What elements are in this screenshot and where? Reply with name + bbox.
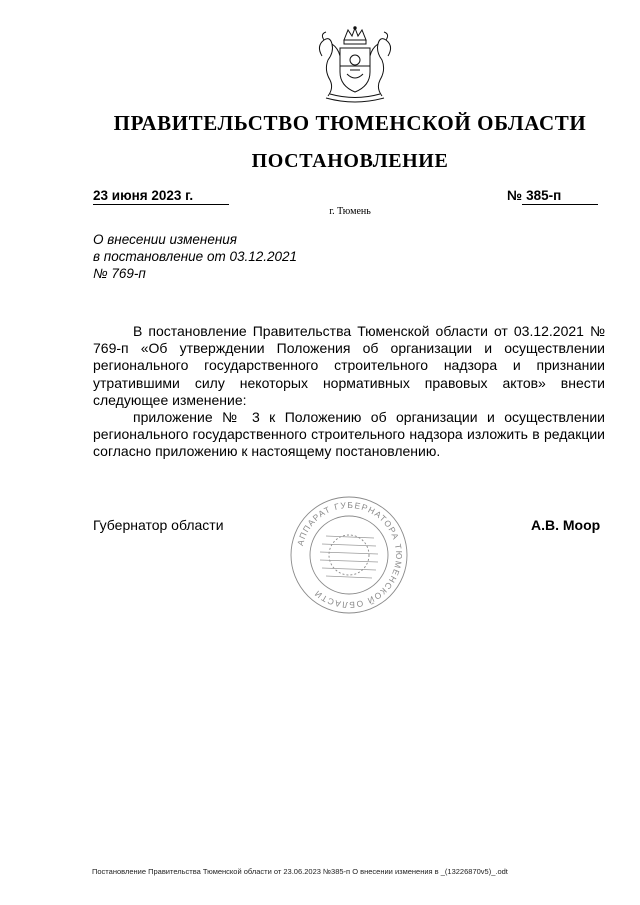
subject-line: № 769-п xyxy=(93,266,146,281)
number-value: 385-п xyxy=(522,188,598,205)
subject-line: О внесении изменения xyxy=(93,232,238,247)
document-body xyxy=(93,323,605,461)
body-paragraph: приложение № 3 к Положению об организации и осуществлении регионального государственного строительного надзора изложить в редакции согласно приложению к настоящему постановлению. xyxy=(93,409,605,460)
number-sign: № xyxy=(507,188,523,203)
document-number xyxy=(507,188,604,205)
document-footer: Постановление Правительства Тюменской области от 23.06.2023 №385-п О внесении изменения в _(13226870v5)_.odt xyxy=(92,867,508,876)
tyumen-coat-of-arms-icon xyxy=(312,26,398,104)
body-paragraph: В постановление Правительства Тюменской области от 03.12.2021 № 769-п «Об утверждении Положения об организации и осуществлении регионального государственного строительного надзора и признании утратившими силу некоторых нормативных правовых актов» внести следующее изменение: xyxy=(93,323,605,408)
city-label: г. Тюмень xyxy=(329,206,371,217)
document-date: 23 июня 2023 г. xyxy=(93,188,229,205)
signatory-name: А.В. Моор xyxy=(531,517,601,533)
signatory-role: Губернатор области xyxy=(93,517,224,533)
document-type: ПОСТАНОВЛЕНИЕ xyxy=(251,150,449,172)
government-title: ПРАВИТЕЛЬСТВО ТЮМЕНСКОЙ ОБЛАСТИ xyxy=(113,111,587,135)
official-stamp-icon xyxy=(288,494,410,616)
document-subject xyxy=(93,231,297,282)
seal-ring-text: АППАРАТ ГУБЕРНАТОРА ТЮМЕНСКОЙ ОБЛАСТИ xyxy=(294,499,405,611)
subject-line: в постановление от 03.12.2021 xyxy=(93,249,298,264)
